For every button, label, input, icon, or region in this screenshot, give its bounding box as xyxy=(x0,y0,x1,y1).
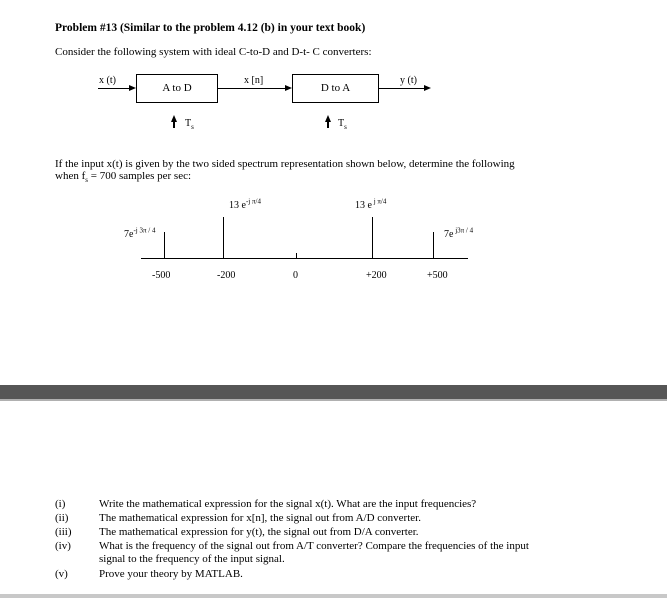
question-text: signal to the frequency of the input signal. xyxy=(99,553,285,565)
d-to-a-box xyxy=(292,74,379,103)
question-number: (iv) xyxy=(55,540,71,552)
condition-line-1: If the input x(t) is given by the two sided spectrum representation shown below, determine the following xyxy=(55,158,515,170)
question-text: What is the frequency of the signal out from A/T converter? Compare the frequencies of the input xyxy=(99,540,529,552)
output-label: y (t) xyxy=(400,75,417,86)
a-to-d-box xyxy=(136,74,218,103)
spectral-line-m500 xyxy=(164,232,165,259)
question-number: (ii) xyxy=(55,512,69,524)
input-line xyxy=(98,88,130,89)
intro-text: Consider the following system with ideal C-to-D and D-t- C converters: xyxy=(55,46,372,58)
spectral-line-m200 xyxy=(223,217,224,259)
tick-zero xyxy=(296,253,297,259)
coef-p200: 13 e $^{j \pi/4}$ xyxy=(355,197,387,211)
coef-m200: 13 $e^{-j \pi/4}$ xyxy=(229,197,261,211)
mid-line xyxy=(218,88,286,89)
question-text: The mathematical expression for y(t), the signal out from D/A converter. xyxy=(99,526,419,538)
question-number: (iii) xyxy=(55,526,72,538)
tick-label-m200: -200 xyxy=(217,270,236,281)
frequency-axis xyxy=(141,258,468,259)
tick-label-p200: +200 xyxy=(366,270,387,281)
condition-line-2: when $f_s = 700$ samples per sec: xyxy=(55,170,192,185)
spectral-line-p200 xyxy=(372,217,373,259)
d-to-a-label: D to A xyxy=(320,82,351,94)
tick-label-m500: -500 xyxy=(152,270,171,281)
ts-arrow-shaft-1 xyxy=(173,121,175,128)
ts-arrow-shaft-2 xyxy=(327,121,329,128)
page-bottom-edge xyxy=(0,594,667,598)
input-label: x (t) xyxy=(99,75,116,86)
a-to-d-label: A to D xyxy=(162,82,192,94)
input-arrow-icon xyxy=(129,85,136,91)
ts-label-2: $T_s$ xyxy=(338,118,347,131)
mid-label: x [n] xyxy=(244,75,264,86)
tick-label-p500: +500 xyxy=(427,270,448,281)
question-text: Write the mathematical expression for the signal x(t). What are the input frequencies? xyxy=(99,498,477,510)
coef-p500: 7e $^{j3\pi / 4}$ xyxy=(444,226,474,240)
ts-label-1: $T_s$ xyxy=(185,118,194,131)
mid-arrow-icon xyxy=(285,85,292,91)
question-number: (i) xyxy=(55,498,66,510)
problem-title: Problem #13 (Similar to the problem 4.12 (b) in your text book) xyxy=(55,22,366,34)
question-text: The mathematical expression for x[n], the signal out from A/D converter. xyxy=(99,512,421,524)
page-separator xyxy=(0,385,667,399)
coef-m500: $7e^{-j 3\pi / 4}$ xyxy=(124,226,156,240)
question-number: (v) xyxy=(55,568,68,580)
question-text: Prove your theory by MATLAB. xyxy=(99,568,243,580)
output-arrow-icon xyxy=(424,85,431,91)
tick-label-zero: 0 xyxy=(293,270,298,281)
output-line xyxy=(379,88,425,89)
spectral-line-p500 xyxy=(433,232,434,259)
